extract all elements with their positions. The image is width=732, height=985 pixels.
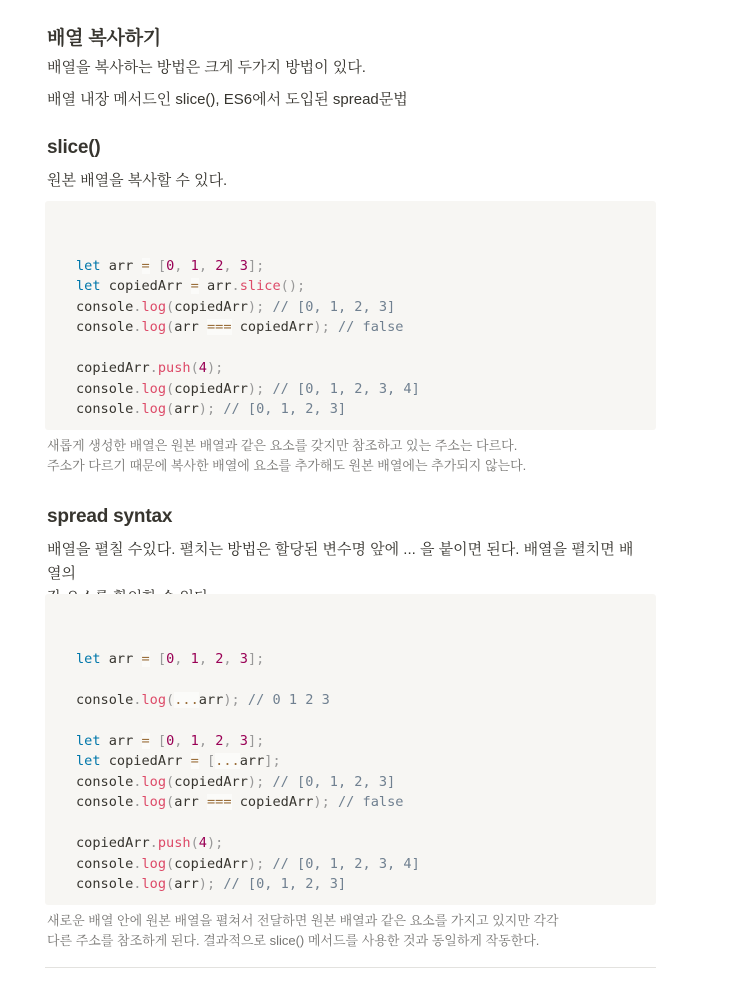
code-line: let arr = [0, 1, 2, 3]; [76, 732, 265, 749]
caption-line: 새로운 배열 안에 원본 배열을 펼쳐서 전달하면 원본 배열과 같은 요소를 가지고 있지만 각각 [47, 913, 559, 928]
paragraph-line: 배열을 펼칠 수있다. 펼치는 방법은 할당된 변수명 앞에 ... 을 붙이면 된다. 배열을 펼치면 배열의 [47, 541, 634, 582]
code-line: let arr = [0, 1, 2, 3]; [76, 650, 265, 667]
code-line: console.log(copiedArr); // [0, 1, 2, 3, 4] [76, 855, 420, 872]
code-line: copiedArr.push(4); [76, 835, 224, 851]
paragraph-slice: 원본 배열을 복사할 수 있다. [47, 172, 228, 189]
code-line: console.log(copiedArr); // [0, 1, 2, 3] [76, 298, 396, 315]
heading-slice: slice() [47, 137, 101, 158]
divider [45, 967, 656, 968]
code-line: copiedArr.push(4); [76, 360, 224, 376]
code-line: console.log(arr); // [0, 1, 2, 3] [76, 401, 347, 417]
code-line: console.log(arr === copiedArr); // false [76, 319, 404, 335]
caption-line: 새롭게 생성한 배열은 원본 배열과 같은 요소를 갖지만 참조하고 있는 주소는 다르다. [47, 438, 518, 453]
caption-spread [47, 911, 657, 951]
code-line: console.log(arr); // [0, 1, 2, 3] [76, 876, 347, 892]
paragraph-intro: 배열을 복사하는 방법은 크게 두가지 방법이 있다. [47, 59, 366, 76]
code-block-spread[interactable] [45, 594, 656, 905]
code-line-blank [76, 338, 656, 359]
paragraph-methods: 배열 내장 메서드인 slice(), ES6에서 도입된 spread문법 [47, 91, 408, 108]
code-line: let arr = [0, 1, 2, 3]; [76, 257, 265, 274]
code-line: console.log(copiedArr); // [0, 1, 2, 3, 4] [76, 380, 420, 397]
code-line-blank [76, 813, 656, 834]
code-line: console.log(...arr); // 0 1 2 3 [76, 691, 330, 708]
code-line-blank [76, 669, 656, 690]
code-line: let copiedArr = arr.slice(); [76, 278, 306, 294]
code-line: let copiedArr = [...arr]; [76, 753, 281, 769]
heading-spread: spread syntax [47, 506, 173, 527]
caption-line: 주소가 다르기 때문에 복사한 배열에 요소를 추가해도 원본 배열에는 추가되지 않는다. [47, 458, 527, 473]
code-line-blank [76, 710, 656, 731]
caption-slice [47, 436, 657, 476]
code-block-slice[interactable] [45, 201, 656, 430]
caption-line: 다른 주소를 참조하게 된다. 결과적으로 slice() 메서드를 사용한 것과 동일하게 작동한다. [47, 933, 540, 948]
code-line: console.log(arr === copiedArr); // false [76, 794, 404, 810]
heading-array-copy: 배열 복사하기 [47, 28, 162, 49]
code-line: console.log(copiedArr); // [0, 1, 2, 3] [76, 773, 396, 790]
